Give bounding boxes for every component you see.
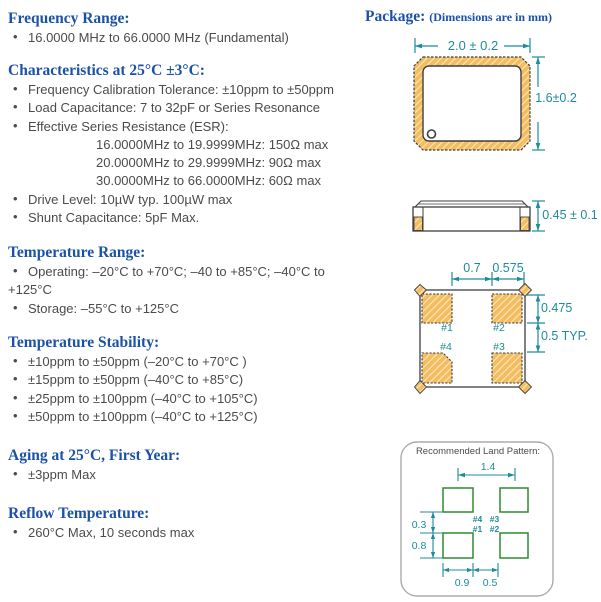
spec-row: • Frequency Calibration Tolerance: ±10ppm to ±50ppm (8, 81, 360, 99)
dim-label-pad-height: 0.475 (541, 301, 573, 315)
pad-label-2: #2 (493, 322, 505, 334)
pad-2 (492, 294, 522, 323)
spec-row: • Effective Series Resistance (ESR): (8, 118, 360, 136)
land-label-2: #2 (489, 524, 500, 534)
pad-label-3: #3 (493, 341, 505, 353)
land-pad-bottom-right (500, 533, 528, 558)
spec-row: • Shunt Capacitance: 5pF Max. (8, 209, 360, 227)
dim-label-pad-pitch: 0.5 TYP. (541, 329, 588, 343)
spec-row-esr: 20.0000MHz to 29.9999MHz: 90Ω max (96, 155, 322, 171)
spec-row: • Drive Level: 10µW typ. 100µW max (8, 191, 360, 209)
land-label-4: #4 (472, 514, 483, 524)
section-reflow (8, 504, 360, 542)
land-label-1: #1 (472, 524, 483, 534)
spec-row: • ±50ppm to ±100ppm (–40°C to +125°C) (8, 408, 360, 426)
dim-label-package-thickness: 0.45 ± 0.1 (542, 208, 598, 222)
side-pad-left (414, 217, 423, 231)
section-heading: Aging at 25°C, First Year: (8, 447, 181, 464)
dim-label-land-pad-w: 0.9 (454, 577, 470, 589)
land-label-3: #3 (489, 514, 500, 524)
land-pad-top-right (500, 488, 528, 512)
pin1-marker-dot (428, 130, 436, 138)
section-heading: Characteristics at 25°C ±3°C: (8, 62, 205, 79)
pad-1 (422, 294, 452, 323)
section-temperature-stability (8, 333, 360, 426)
section-aging (8, 446, 360, 484)
land-pattern-title: Recommended Land Pattern: (415, 446, 541, 457)
pad-3 (492, 353, 522, 383)
pad-4 (422, 353, 452, 383)
section-heading: Frequency Range: (8, 10, 130, 27)
package-title (365, 8, 552, 26)
spec-row: • 16.0000 MHz to 66.0000 MHz (Fundamental) (8, 29, 360, 47)
section-heading: Reflow Temperature: (8, 505, 150, 522)
section-frequency-range (8, 9, 360, 47)
spec-row: • Operating: –20°C to +70°C; –40 to +85°C; –40°C to (8, 263, 360, 281)
dim-label-land-gap-v: 0.3 (411, 519, 427, 531)
side-pad-right (521, 217, 530, 231)
dim-label-land-gap-h: 0.5 (482, 577, 498, 589)
pad-label-4: #4 (440, 341, 452, 353)
spec-row: • Load Capacitance: 7 to 32pF or Series Resonance (8, 99, 360, 117)
spec-row-esr: 16.0000MHz to 19.9999MHz: 150Ω max (96, 136, 329, 152)
section-characteristics (8, 61, 360, 227)
spec-row: • ±10ppm to ±50ppm (–20°C to +70°C ) (8, 353, 360, 371)
side-body (413, 207, 530, 231)
spec-row: • ±3ppm Max (8, 466, 360, 484)
spec-row: • Storage: –55°C to +125°C (8, 300, 360, 318)
dim-label-pad-gap: 0.7 (463, 261, 481, 275)
dim-label-pad-width: 0.575 (492, 261, 524, 275)
spec-row-continuation: +125°C (8, 282, 52, 298)
dim-label-land-pad-h: 0.8 (411, 540, 427, 552)
land-pad-top-left (443, 488, 473, 512)
package-title-text: Package: (365, 8, 426, 25)
package-lid (423, 66, 521, 141)
spec-row-esr: 30.0000MHz to 66.0000MHz: 60Ω max (96, 173, 322, 189)
dim-label-package-width: 2.0 ± 0.2 (447, 38, 499, 53)
section-temperature-range (8, 243, 360, 318)
package-title-subtitle: (Dimensions are in mm) (429, 10, 553, 24)
pad-label-1: #1 (441, 322, 453, 334)
dim-label-package-height: 1.6±0.2 (535, 91, 577, 105)
spec-row: • ±15ppm to ±50ppm (–40°C to +85°C) (8, 371, 360, 389)
land-pad-bottom-left (443, 533, 473, 558)
spec-row: • ±25ppm to ±100ppm (–40°C to +105°C) (8, 390, 360, 408)
dim-label-land-width: 1.4 (480, 461, 496, 473)
section-heading: Temperature Stability: (8, 334, 160, 351)
spec-row: • 260°C Max, 10 seconds max (8, 524, 360, 542)
section-heading: Temperature Range: (8, 244, 146, 261)
